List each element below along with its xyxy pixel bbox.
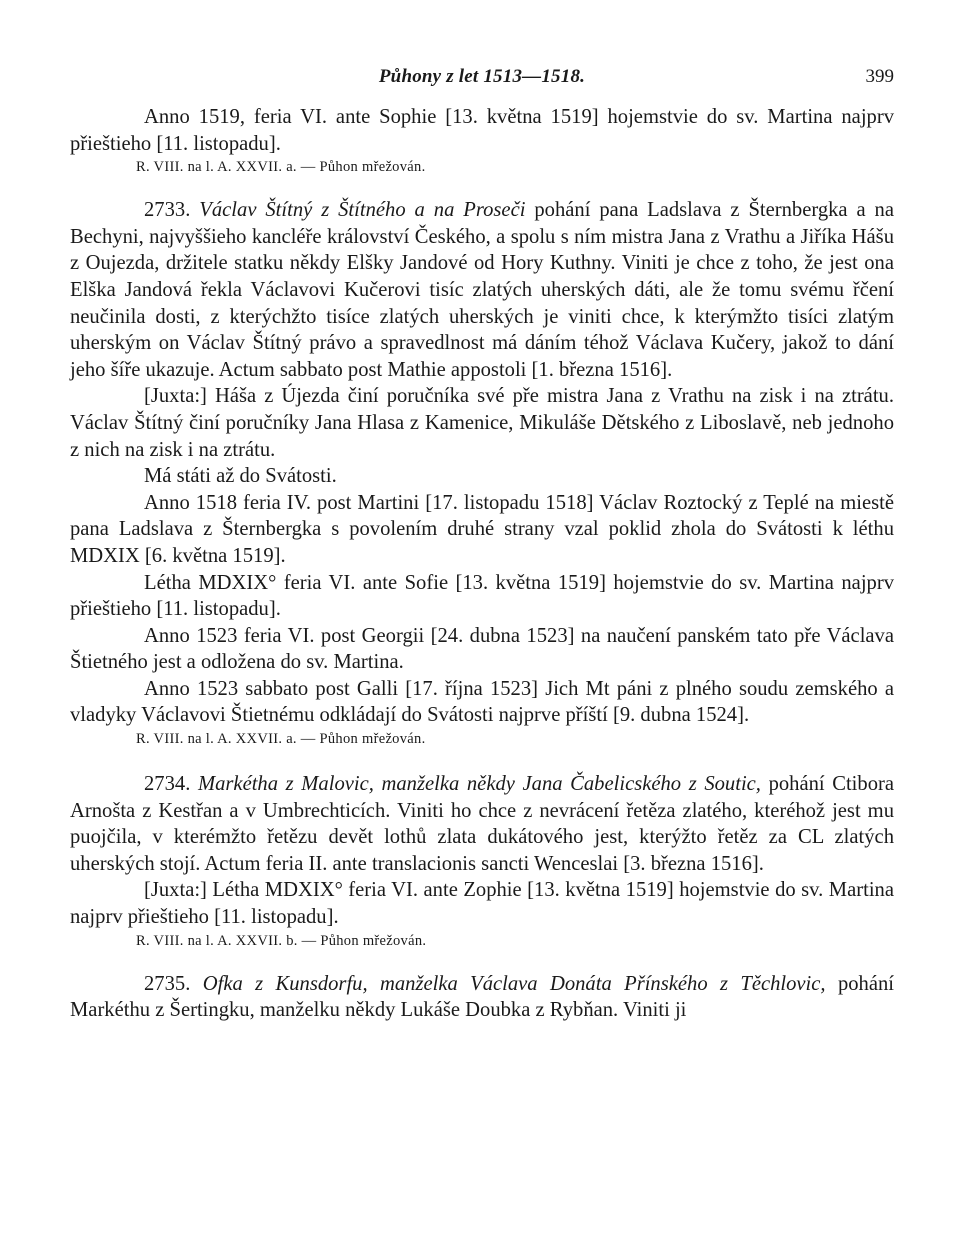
paragraph-juxta: [Juxta:] Létha MDXIX° feria VI. ante Zophie [13. května 1519] hojemstvie do sv. Martina najprv přieštieho [11. listopadu]. [70, 879, 894, 929]
entry-2735 [70, 971, 894, 1024]
source-note: R. VIII. na l. A. XXVII. a. — Půhon mřežován. [136, 731, 426, 748]
page-number: 399 [865, 66, 894, 87]
entry-2734 [70, 771, 894, 877]
paragraph-anno-1518: Anno 1518 feria IV. post Martini [17. listopadu 1518] Václav Roztocký z Teplé na miestě pana Ladslava z Šternbergka s povolením druhé strany vzal poklid zhola do Svátosti k léthu MDXIX [6. května 1519]. [70, 491, 894, 567]
paragraph-anno-1523-b: Anno 1523 sabbato post Galli [17. října 1523] Jich Mt páni z plného soudu zemského a vladyky Václavovi Štietnému odkládají do Svátosti najprve příští [9. dubna 1524]. [70, 677, 894, 727]
paragraph-anno-1523-a: Anno 1523 feria VI. post Georgii [24. dubna 1523] na naučení panském tato pře Václava Štietného jest a odložena do sv. Martina. [70, 624, 894, 674]
paragraph-anno-1519: Anno 1519, feria VI. ante Sophie [13. května 1519] hojemstvie do sv. Martina najprv přieštieho [11. listopadu]. [70, 106, 894, 155]
entry-body: pohání Ctibora Arnošta z Kestřan a v Umbrechticích. Viniti ho chce z nevrácení řetěza zlatého, kteréhož jest mu puojčila, v kterémžto řetězu devět lothů zlata dukátového jest, kterýžto řetěz za CL zlatých uherských stojí. Actum feria II. ante translacionis sancti Wenceslai [3. března 1516]. [70, 773, 894, 875]
entry-heading: Václav Štítný z Štítného a na Proseči [199, 199, 526, 222]
entry-number: 2734. [144, 773, 191, 796]
running-title: Půhony z let 1513—1518. [378, 66, 586, 87]
entry-2733 [70, 197, 894, 383]
entry-heading: Ofka z Kunsdorfu, manželka Václava Donáta Přínského z Těchlovic, [202, 972, 826, 995]
paragraph-svatost: Má státi až do Svátosti. [144, 465, 337, 488]
paragraph-letha: Létha MDXIX° feria VI. ante Sofie [13. května 1519] hojemstvie do sv. Martina najprv přieštieho [11. listopadu]. [70, 571, 894, 621]
page-header [70, 58, 894, 88]
entry-number: 2735. [144, 972, 191, 995]
entry-body: pohání pana Ladslava z Šternbergka a na Bechyni, najvyššieho kancléře království Českého, a spolu s ním mistra Jana z Vrathu a Jiříka Hášu z Oujezda, držitele statku někdy Elšky Jandové od Hory Kuthny. Viniti je chce z toho, že jest ona Elška Jandová řekla Václavovi Kučerovi tisíc zlatých uherských dáti, ale že tomu svému řčení neučinila dosti, z kterýchžto tisíce zlatých uherských je viniti chce, k kterýmžto tisíci zlatým uherským on Václav Štítný právo a spravedlnost má dáním téhož Václava Kučery, jakož to dání jeho šíře ukazuje. Actum sabbato post Mathie appostoli [1. března 1516]. [70, 199, 894, 381]
entry-number: 2733. [144, 199, 191, 222]
source-note: R. VIII. na l. A. XXVII. b. — Půhon mřežován. [136, 932, 427, 949]
paragraph-juxta: [Juxta:] Háša z Újezda činí poručníka své pře mistra Jana z Vrathu na zisk i na ztrátu. Václav Štítný činí poručníky Jana Hlasa z Kamenice, Mikuláše Dětského z Liboslavě, neb jednoho z nich na zisk i na ztrátu. [70, 385, 894, 461]
entry-heading: Markétha z Malovic, manželka někdy Jana Čabelicského z Soutic, [197, 773, 761, 796]
entry-body: pohání Markéthu z Šertingku, manželku někdy Lukáše Doubka z Rybňan. Viniti ji [70, 972, 894, 1022]
source-note: R. VIII. na l. A. XXVII. a. — Půhon mřežován. [136, 159, 426, 176]
